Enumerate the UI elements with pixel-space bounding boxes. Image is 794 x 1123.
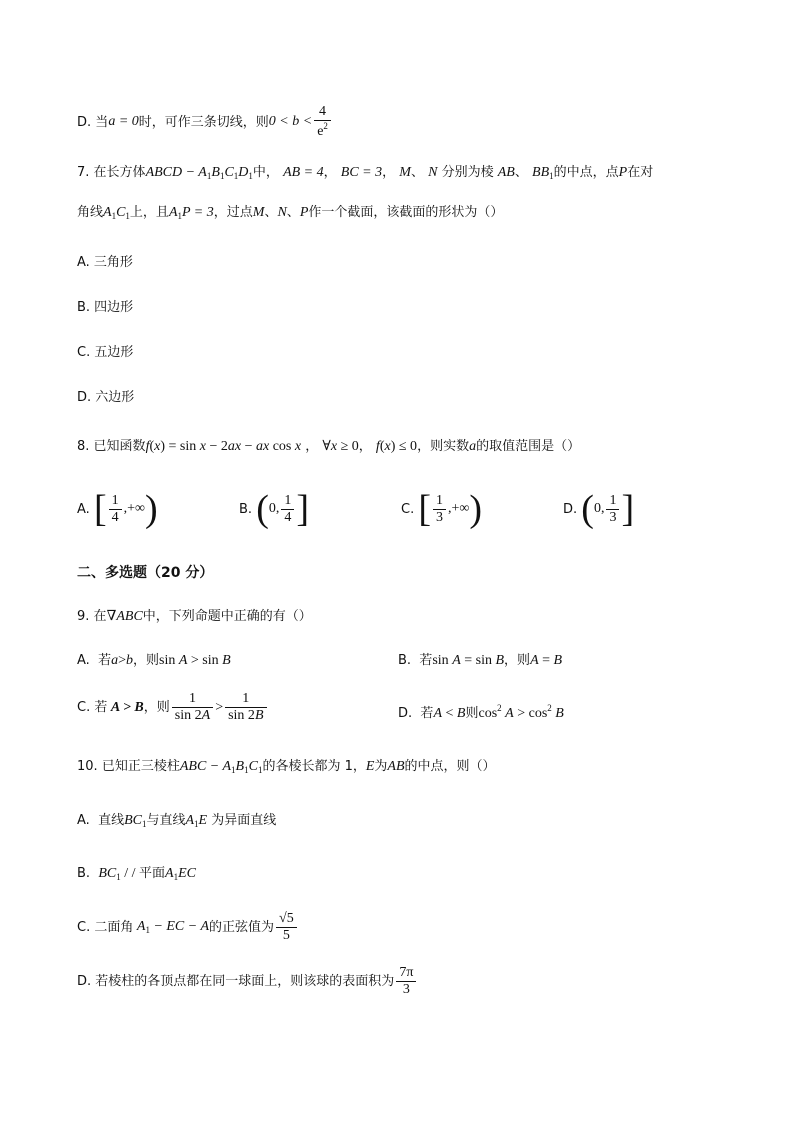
math: $A_1E$ <box>185 813 208 829</box>
text: 、 <box>286 205 300 220</box>
q10-option-a <box>77 814 276 829</box>
q8-option-b: B. ( 0, $\frac{1}{4}$ ] <box>239 488 310 530</box>
q10-stem <box>77 760 496 775</box>
math: P <box>618 165 628 180</box>
math: $A_1EC$ <box>165 866 196 882</box>
math: 0, <box>268 501 280 516</box>
fraction: $\frac{7\pi}{3}$ <box>396 966 416 997</box>
math: E <box>365 759 375 774</box>
fraction: $\frac{1}{\sin 2B}$ <box>225 692 266 723</box>
text: 中， <box>252 165 279 180</box>
text: 若 <box>419 653 433 668</box>
q8-options <box>77 490 717 528</box>
fraction: $\frac{√5}{5}$ <box>276 912 297 943</box>
question-number: 8. <box>77 439 90 454</box>
option-label: C. <box>401 501 415 517</box>
text: 已知函数 <box>93 439 146 454</box>
text: 已知正三棱柱 <box>101 759 180 774</box>
text: 的中点，点 <box>553 165 619 180</box>
math: A <box>530 653 539 668</box>
text: 二面角 <box>94 920 134 935</box>
text: ，过点 <box>213 205 253 220</box>
option-label: A. <box>77 501 90 517</box>
math: M <box>399 165 411 180</box>
math: $\cos^2$ <box>478 703 502 721</box>
math: AB <box>497 165 515 180</box>
question-number: 9. <box>77 609 90 624</box>
q9-option-c: C. 若 A > B ，则 $\frac{1}{\sin 2A}$ > $\frac{1}{\sin 2B}$ <box>77 692 269 723</box>
option-label: A. <box>77 813 90 828</box>
math: A > B <box>107 699 144 715</box>
option-label: A. <box>77 653 90 668</box>
math: P <box>299 205 309 220</box>
math: ,+∞ <box>123 501 145 516</box>
fraction <box>314 105 331 139</box>
text: ，则实数 <box>417 439 470 454</box>
text: 的各棱长都为 1， <box>262 759 366 774</box>
fraction: $\frac{1}{3}$ <box>433 494 446 525</box>
math: N <box>277 205 287 220</box>
math: $BC_1$ <box>98 866 121 882</box>
math: AB = 4 <box>283 165 324 180</box>
text: ， <box>382 165 396 180</box>
text: 、 <box>410 165 424 180</box>
math: 0, <box>593 501 605 516</box>
text: 为异面直线 <box>211 813 277 828</box>
text: 角线 <box>77 205 104 220</box>
math: N <box>428 165 438 180</box>
text: 直线 <box>98 813 125 828</box>
math: ,+∞ <box>448 501 470 516</box>
text: 的中点，则（） <box>404 759 496 774</box>
fraction: $\frac{1}{4}$ <box>109 494 122 525</box>
math: $A_1C_1$ <box>103 205 130 221</box>
text: ，则 <box>504 653 531 668</box>
math: BC = 3 <box>340 165 383 180</box>
math: $A_1P = 3$ <box>168 205 214 221</box>
text: 、 <box>264 205 278 220</box>
q7-option-b: B. 四边形 <box>77 300 134 315</box>
math: ABCD − $A_1B_1C_1D_1$ <box>145 165 253 181</box>
text: 平面 <box>139 866 166 881</box>
math: M <box>252 205 265 220</box>
question-number: 7. <box>77 165 90 180</box>
text: 与直线 <box>146 813 186 828</box>
option-label: D. <box>77 974 92 989</box>
q8-stem: 8. 已知函数f(x) = sin x − 2ax − ax cos x ， ∀x ≥ 0， f(x) ≤ 0，则实数a的取值范围是（） <box>77 439 581 454</box>
math: ABC − $A_1B_1C_1$ <box>179 759 263 775</box>
numerator: 4 <box>319 104 327 119</box>
math: a <box>111 653 119 668</box>
option-label: C. <box>77 920 91 935</box>
q9-option-d: D. 若A < B则$\cos^2 A > \cos^2 B$ <box>398 703 564 721</box>
q7-line2 <box>77 206 503 221</box>
math: 0 < b < <box>268 114 313 129</box>
q8-option-c: C. [ $\frac{1}{3}$ ,+∞ ) <box>401 488 483 530</box>
q10-option-d <box>77 966 418 997</box>
text: 当 <box>95 114 109 130</box>
text: ，则 <box>132 653 159 668</box>
q6-option-d <box>77 105 333 139</box>
math: $A_1$ − EC − A <box>133 919 210 935</box>
q9-option-b: B. 若sin A = sin B，则A = B <box>398 653 563 668</box>
section-heading: 二、多选题（20 分） <box>77 565 214 581</box>
q7-line1 <box>77 166 653 181</box>
q10-option-c <box>77 912 299 943</box>
option-label: D. <box>398 706 413 721</box>
text: 的取值范围是（） <box>476 439 581 454</box>
option-label: B. <box>77 866 91 881</box>
text: 分别为棱 <box>441 165 494 180</box>
math: ∇ABC <box>106 609 143 624</box>
text: 的正弦值为 <box>209 920 275 935</box>
denominator: $e^2$ <box>317 121 328 139</box>
text: ， <box>358 439 372 454</box>
text: 在长方体 <box>93 165 146 180</box>
q9-option-a: A. 若a>b，则sin A > sin B <box>77 653 231 668</box>
math: A <box>433 706 442 721</box>
q10-option-b: B. $BC_1$ / / 平面$A_1EC$ <box>77 866 196 882</box>
question-number: 10. <box>77 759 98 774</box>
text: 中，下列命题中正确的有（） <box>142 609 312 624</box>
q8-option-d: D. ( 0, $\frac{1}{3}$ ] <box>563 488 635 530</box>
q7-option-a: A. 三角形 <box>77 255 133 270</box>
text: 在 <box>93 609 107 624</box>
text: 、 <box>514 165 528 180</box>
math: sin <box>432 653 453 668</box>
q9-stem <box>77 610 312 624</box>
math: AB <box>387 759 405 774</box>
text: ， <box>305 439 319 454</box>
q7-option-c: C. 五边形 <box>77 345 134 360</box>
text: 时，可作三条切线，则 <box>138 114 269 130</box>
text: 若 <box>420 706 434 721</box>
option-label: B. <box>239 501 253 517</box>
option-label: B. <box>398 653 412 668</box>
text: 则 <box>465 706 479 721</box>
math: sin <box>159 653 179 668</box>
text: 若 <box>98 653 112 668</box>
fraction: $\frac{1}{3}$ <box>606 494 619 525</box>
text: 若棱柱的各顶点都在同一球面上，则该球的表面积为 <box>95 974 395 989</box>
q7-option-d: D. 六边形 <box>77 390 135 405</box>
text: ，则 <box>143 700 170 715</box>
option-label: D. <box>563 501 578 517</box>
math: f <box>375 439 380 454</box>
math: $BB_1$ <box>532 165 554 181</box>
math: a = 0 <box>108 114 139 129</box>
fraction: $\frac{1}{\sin 2A}$ <box>172 692 213 723</box>
option-label: C. <box>77 700 91 715</box>
q8-option-a: A. [ $\frac{1}{4}$ ,+∞ ) <box>77 488 158 530</box>
text: 上，且 <box>129 205 169 220</box>
math: ∀x ≥ 0 <box>322 439 359 454</box>
math: $BC_1$ <box>124 813 147 829</box>
text: ， <box>323 165 337 180</box>
text: 在对 <box>627 165 654 180</box>
text: 作一个截面，该截面的形状为（） <box>308 205 504 220</box>
fraction: $\frac{1}{4}$ <box>281 494 294 525</box>
math: f <box>145 439 150 454</box>
option-label: D. <box>77 114 92 130</box>
text: 为 <box>374 759 388 774</box>
text: 若 <box>94 700 108 715</box>
